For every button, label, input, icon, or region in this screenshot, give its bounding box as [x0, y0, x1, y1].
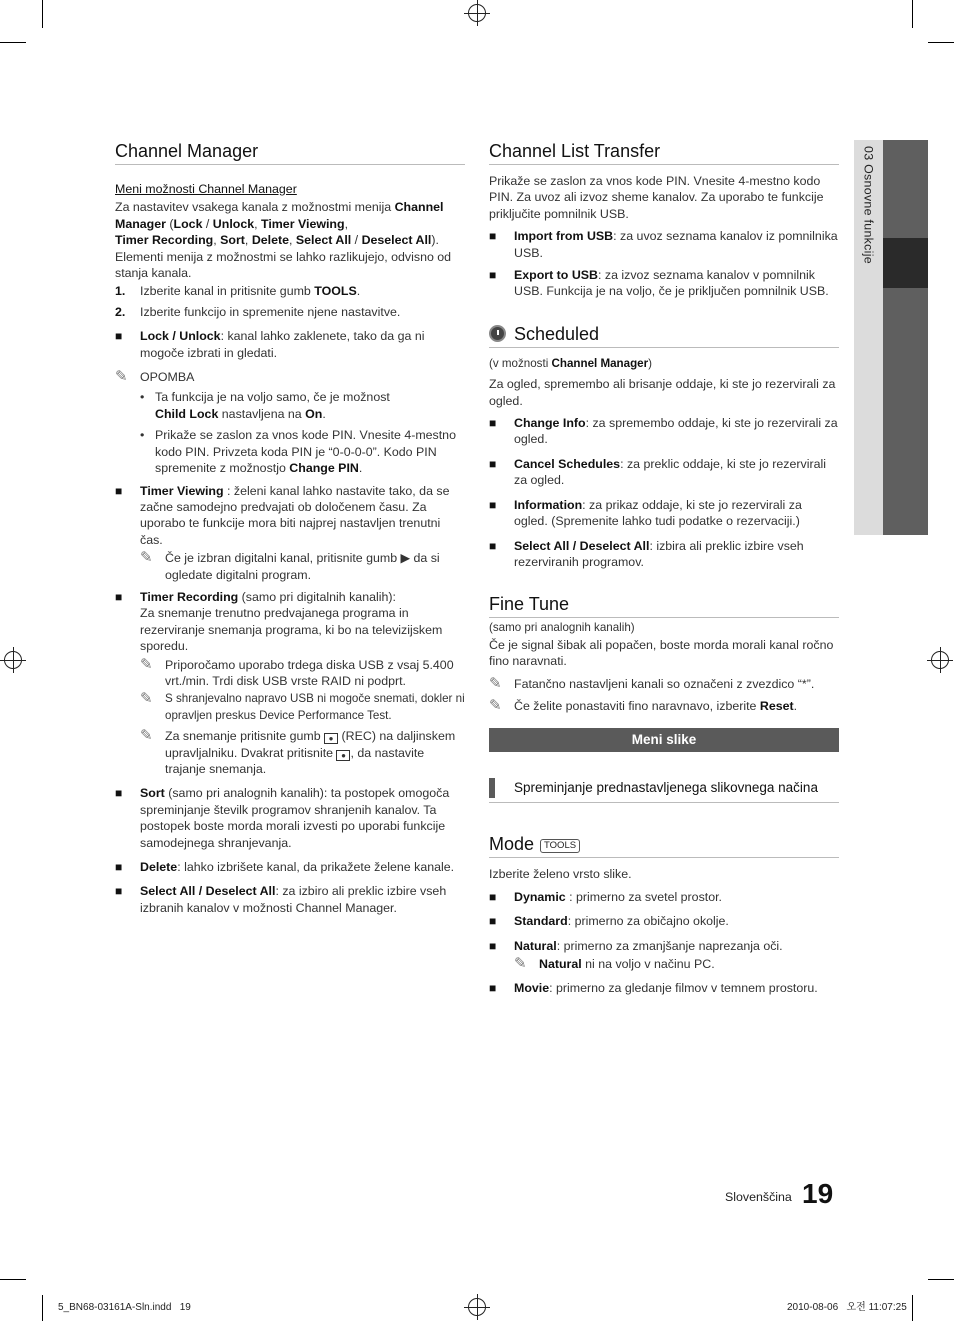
crop-mark [0, 1279, 26, 1280]
clock-icon [489, 325, 506, 342]
step-item: 1. Izberite kanal in pritisnite gumb TOOLS. [115, 284, 361, 299]
list-item: ■ Natural: primerno za zmanjšanje naprezanja oči. ✎ Natural ni na voljo v načinu PC. [489, 938, 783, 972]
record-button-icon: ● [324, 733, 338, 744]
intro-paragraph: Za nastavitev vsakega kanala z možnostmi menija Channel Manager (Lock / Unlock, Timer Viewing, Timer Recording, Sort, Delete, Select All / Deselect All). Elementi menija z možnostmi se lahko razlikujejo, odvisno od stanja kanala. [115, 200, 452, 281]
sub-section-bar: Spreminjanje prednastavljenega slikovnega načina [489, 778, 839, 803]
note: ✎ Če želite ponastaviti fino naravnavo, izberite Reset. [489, 696, 798, 714]
paragraph: Prikaže se zaslon za vnos kode PIN. Vnesite 4-mestno kodo PIN. Za uvoz ali izvoz sheme kanalov. Za uporabo te funkcije priključite pomnilnik USB. [489, 174, 824, 221]
note-heading: ✎ OPOMBA [115, 368, 195, 386]
list-item: ■ Select All / Deselect All: za izbiro ali preklic izbire vseh izbranih kanalov v možnosti Channel Manager. [115, 884, 447, 915]
list-item: ■ Change Info: za spremembo oddaje, ki ste jo rezervirali za ogled. [489, 416, 838, 447]
registration-mark-icon [4, 651, 22, 669]
list-item: ■ Import from USB: za uvoz seznama kanalov iz pomnilnika USB. [489, 229, 838, 260]
section-marker-icon [489, 778, 495, 798]
list-item: ■ Information: za prikaz oddaje, ki ste jo rezervirali za ogled. (Spremenite lahko tudi podatke o rezervaciji.) [489, 497, 802, 529]
menu-section-bar: Meni slike [489, 728, 839, 752]
bullet-square-icon: ■ [489, 456, 497, 471]
crop-mark [912, 1295, 913, 1321]
chapter-label: 03 Osnovne funkcije [861, 146, 876, 264]
bullet-square-icon: ■ [115, 860, 123, 875]
chapter-side-tab [854, 140, 928, 535]
print-info-right: 2010-08-06 오전 11:07:25 [787, 1302, 907, 1313]
bullet-square-icon: ■ [489, 497, 497, 512]
right-column [489, 140, 839, 997]
crop-mark [42, 0, 43, 28]
bullet-square-icon: ■ [489, 914, 497, 929]
note-pencil-icon: ✎ [489, 696, 502, 714]
print-info-left: 5_BN68-03161A-Sln.indd 19 [58, 1302, 191, 1313]
paragraph: Za ogled, spremembo ali brisanje oddaje, ki ste jo rezervirali za ogled. [489, 377, 836, 408]
list-item: ■ Sort (samo pri analognih kanalih): ta postopek omogoča spreminjanje številk programov shranjenih kanalov. Ta postopek boste morda morali izvesti po uporabi funkcije samodejnega shranjevanja. [115, 786, 450, 850]
note: ✎ Fatančno nastavljeni kanali so označeni z zvezdico “*”. [489, 674, 815, 692]
list-item: ■ Cancel Schedules: za preklic oddaje, ki ste jo rezervirali za ogled. [489, 456, 826, 488]
note-pencil-icon: ✎ [489, 674, 502, 692]
bullet-square-icon: ■ [489, 981, 497, 996]
bullet-square-icon: ■ [489, 938, 497, 953]
crop-mark [0, 42, 26, 43]
note-pencil-icon: ✎ [115, 368, 128, 386]
bullet-square-icon: ■ [489, 229, 497, 244]
section-title-fine-tune: Fine Tune [489, 593, 839, 618]
bullet-square-icon: ■ [115, 786, 123, 801]
bullet-square-icon: ■ [115, 329, 123, 344]
crop-mark [928, 1279, 954, 1280]
list-item: ■ Timer Recording (samo pri digitalnih kanalih): Za snemanje trenutno predvajanega programa in rezerviranje snemanja programa, ki bo na televizijskem sporedu. ✎ Priporočamo uporabo trdega diska USB z vsaj 5.400 vrt./min. Trdi disk USB vrste RAID ni podprt. ✎ S shranjevalno napravo USB ni mogoče snemati, dokler ni opravljen preskus Device Performance Test. ✎ Za snemanje pritisnite gumb ● (REC) na daljinskem upravljalniku. Dvakrat pritisnite ● , da nastavite trajanje snemanja. [115, 589, 465, 776]
bullet-square-icon: ■ [115, 483, 123, 498]
bullet-square-icon: ■ [115, 884, 123, 899]
registration-mark-icon [468, 4, 486, 22]
page-number: 19 [802, 1178, 834, 1209]
sub-heading: Meni možnosti Channel Manager [115, 182, 297, 196]
note-pencil-icon: ✎ [140, 549, 153, 567]
step-item: 2. Izberite funkcijo in spremenite njene nastavitve. [115, 304, 401, 319]
list-item: ■ Timer Viewing : želeni kanal lahko nastavite tako, da se začne samodejno predvajati ob določenem času. Za uporabo te funkcije mora biti najprej nastavljen trenutni čas. ✎ Če je izbran digitalni kanal, pritisnite gumb ▶ da si ogledate digitalni program. [115, 483, 450, 582]
section-title-scheduled: Scheduled [489, 323, 839, 348]
list-item: ■ Select All / Deselect All: izbira ali preklic izbire vseh rezerviranih programov. [489, 538, 804, 569]
list-item: ■ Standard: primerno za običajno okolje. [489, 914, 729, 929]
left-column [115, 140, 465, 916]
note-pencil-icon: ✎ [140, 690, 153, 708]
list-item: ■ Dynamic : primerno za svetel prostor. [489, 889, 722, 904]
sub-note: (v možnosti Channel Manager) [489, 356, 653, 370]
crop-mark [42, 1295, 43, 1321]
list-item: ■ Export to USB: za izvoz seznama kanalov v pomnilnik USB. Funkcija je na voljo, če je priključen pomnilnik USB. [489, 268, 829, 299]
note-bullet: • Prikaže se zaslon za vnos kode PIN. Vnesite 4-mestno kodo PIN. Privzeta koda PIN je “0-0-0-0”. Kodo PIN spremenite z možnostjo Change PIN. [140, 428, 456, 476]
list-item: ■ Movie: primerno za gledanje filmov v temnem prostoru. [489, 981, 818, 996]
list-item: ■ Lock / Unlock: kanal lahko zaklenete, tako da ga ni mogoče izbrati in gledati. [115, 329, 425, 360]
footer-language: Slovenščina [725, 1190, 792, 1204]
note-pencil-icon: ✎ [140, 655, 153, 673]
section-title-mode: Mode TOOLS [489, 833, 839, 858]
section-title-channel-manager: Channel Manager [115, 140, 465, 165]
crop-mark [912, 0, 913, 28]
list-item: ■ Delete: lahko izbrišete kanal, da prikažete želene kanale. [115, 860, 455, 875]
registration-mark-icon [468, 1298, 486, 1316]
bullet-square-icon: ■ [489, 268, 497, 283]
record-button-icon: ● [336, 750, 350, 761]
crop-mark [928, 42, 954, 43]
sub-note: (samo pri analognih kanalih) [489, 621, 635, 635]
note-bullet: • Ta funkcija je na voljo samo, če je možnost Child Lock nastavljena na On. [140, 390, 390, 421]
section-title-channel-list-transfer: Channel List Transfer [489, 140, 839, 165]
bullet-square-icon: ■ [115, 589, 123, 604]
registration-mark-icon [931, 651, 949, 669]
paragraph: Če je signal šibak ali popačen, boste morda morali kanal ročno fino naravnati. [489, 637, 834, 669]
tools-badge-icon: TOOLS [540, 839, 580, 853]
note-pencil-icon: ✎ [514, 954, 527, 972]
bullet-square-icon: ■ [489, 889, 497, 904]
paragraph: Izberite želeno vrsto slike. [489, 867, 632, 882]
bullet-square-icon: ■ [489, 538, 497, 553]
note-pencil-icon: ✎ [140, 727, 153, 745]
bullet-square-icon: ■ [489, 416, 497, 431]
